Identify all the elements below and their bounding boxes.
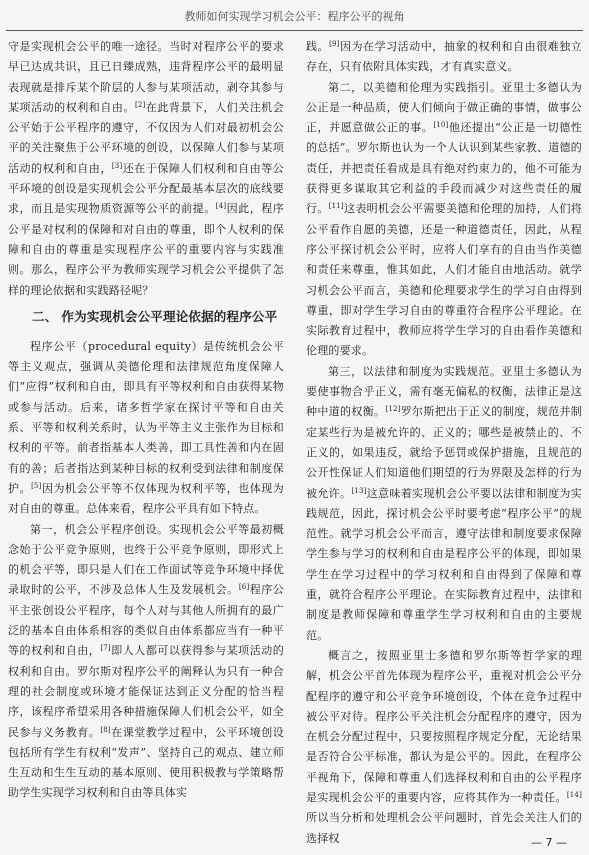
citation-ref: [11]: [328, 202, 344, 211]
paragraph-text: 这表明机会公平需要美德和伦理的加持，人们将公平看作自愿的美德，还是一种道德责任，因此，从程序公平探讨机会公平时，应将人们享有的自由当作美德和责任来尊重，惟其如此，人们才能自由地活动。就学习机会公平而言，美德和伦理要求学生的学习自由得到尊重，即对学生学习自由的尊重符合程序公平理论。在实际教育过程中，教师应将学生学习的自由看作美德和伦理的要求。: [306, 202, 582, 358]
paragraph-text: 所以当分析和处理机会公平问题时，首先会关注人们的选择权: [306, 811, 582, 845]
paragraph-text: 守是实现机会公平的唯一途径。当时对程序公平的要求早已达成共识，且已日臻成熟，违背程序公平的最明显表现就是排斥某个阶层的人参与某项活动，剥夺其参与某项活动的权利和自由。: [8, 40, 284, 114]
citation-ref: [4]: [215, 202, 227, 211]
citation-ref: [7]: [100, 644, 111, 653]
paragraph-text: 因为机会公平等不仅体现为权利平等，也体现为对自由的尊重。总体来看，程序公平具有如下特点。: [8, 481, 284, 516]
citation-ref: [3]: [111, 161, 123, 170]
citation-ref: [13]: [351, 486, 367, 495]
page-number: — 7 —: [531, 836, 567, 849]
paragraph-text: 这意味着实现机会公平要以法律和制度为实践规范，因此，探讨机会公平时要考虑“程序公平”的规范性。就学习机会公平而言，遵守法律和制度要求保障学生参与学习的权利和自由是程序公平的体现，即如果学生在学习过程中的学习权利和自由得到了保障和尊重，就符合程序公平理论。在实际教育过程中，法律和制度是教师保障和尊重学生学习权利和自由的主要规范。: [306, 486, 582, 642]
paragraph-text: 因此，程序公平是对权利的保障和对自由的尊重，即个人权利的保障和自由的尊重是实现程序公平的重要内容与实践准则。那么，程序公平为教师实现学习机会公平提供了怎样的理论依据和实践路径呢？: [8, 202, 284, 297]
citation-ref: [2]: [134, 100, 146, 109]
left-column: [8, 37, 284, 804]
paragraph-text: 在此背景下，人们关注机会公平始于公平程序的遵守，不仅因为人们对最初机会公平的关注聚焦于公平环境的创设，以保障人们参与某项活动的权利和自由，: [8, 100, 284, 175]
paragraph-text: 第二，以美德和伦理为实践指引。亚里士多德认为公正是一种品质，使人们倾向于做正确的事情，做事公正，并愿意做公正的事。: [306, 80, 582, 135]
paragraph-text: 因为在学习活动中，抽象的权利和自由很难独立存在，只有依附具体实践，才有真实意义。: [306, 40, 582, 74]
paragraph: [306, 362, 582, 646]
paragraph: [8, 337, 284, 520]
citation-ref: [9]: [329, 40, 340, 48]
citation-ref: [12]: [385, 405, 401, 414]
paragraph-text: 程序公平（procedural equity）是传统机会公平等主义观点，强调从美德伦理和法律规范角度保障人们“应得”权利和自由，即具有平等权利和自由获得某物或参与活动。后来，诸多哲学家在探讨平等和自由关系、平等和权利关系时，认为平等主义主张作为目标和权利的平等。前者指基本人类善，即工具性善和内在固有的善；后者指达到某种目标的权利受到法律和制度保护。: [8, 339, 284, 495]
section-heading: [8, 307, 284, 327]
paragraph: [8, 37, 284, 301]
paragraph-text: 罗尔斯把出于正义的制度，规范并制定某些行为是被允许的、正义的；哪些是被禁止的、不正义的，如果违反，就给予惩罚或保护措施，且规范的公开性保证人们知道他们期望的行为界限及怎样的行为被允许。: [306, 405, 583, 500]
citation-ref: [8]: [100, 725, 111, 734]
paragraph: [306, 78, 582, 362]
citation-ref: [6]: [238, 583, 250, 592]
paragraph: [306, 646, 582, 849]
paragraph-text: 即人人都可以获得参与某项活动的权利和自由。罗尔斯对程序公平的阐释认为只有一种合理的社会制度或环境才能保证达到正义分配的恰当程序，该程序希望采用各种措施保障人们机会公平，如全民参与义务教育。: [8, 644, 284, 739]
paragraph-text: 在课堂教学过程中，公平环境创设包括所有学生有权利“发声”、坚持自己的观点、建立师生互动和生生互动的基本原则、使用积极教与学策略帮助学生实现学习权利和自由等具体实: [8, 725, 284, 800]
paragraph-text: 践。: [306, 40, 330, 53]
header-rule: [6, 30, 583, 31]
citation-ref: [10]: [433, 121, 449, 130]
running-head: 教师如何实现学习机会公平：程序公平的视角: [184, 10, 405, 23]
section-number: 二、: [32, 308, 58, 324]
paragraph-text: 第三，以法律和制度为实践规范。亚里士多德认为要使事物合乎正义，需有毫无偏私的权衡，法律正是这种中道的权衡。: [306, 364, 582, 419]
right-column: [306, 37, 582, 849]
citation-ref: [14]: [566, 790, 582, 799]
paragraph-text: 概言之，按照亚里士多德和罗尔斯等哲学家的理解，机会公平首先体现为程序公平，重视对机会公平分配程序的遵守和公平竞争环境创设，个体在竞争过程中被公平对待。程序公平关注机会分配程序的遵守，因为在机会分配过程中，只要按照程序规定分配，无论结果是否符合公平标准，都认为是公平的。因此，在程序公平视角下，保障和尊重人们选择权利和自由的公平程序是实现机会公平的重要内容，应将其作为一种责任。: [306, 648, 582, 804]
paragraph-text: 第一，机会公平程序创设。实现机会公平等最初概念始于公平竞争原则，也终于公平竞争原则，即形式上的机会平等，即只是人们在工作面试等竞争环境中择优录取时的公平，不涉及总体人生及发展机会。: [8, 522, 284, 597]
paragraph-text: 还在于保障人们权利和自由等公平环境的创设是实现机会公平分配最基本层次的底线要求，而且是实现物质资源等公平的前提。: [8, 161, 284, 216]
paragraph-text: 他还提出“公正是一切德性的总括”。罗尔斯也认为一个人认识到某些家教、道德的责任，并把责任看成是具有绝对约束力的，他不可能为获得更多谋取其它利益的手段而减少对这些责任的履行。: [306, 121, 582, 216]
section-title: 作为实现机会公平理论依据的程序公平: [61, 308, 278, 324]
citation-ref: [5]: [31, 481, 42, 490]
paragraph: [8, 520, 284, 804]
paragraph-text: 程序公平主张创设公平程序，每个人对与其他人所拥有的最广泛的基本自由体系相容的类似自由体系都应当有一种平等的权利和自由，: [8, 583, 285, 658]
paragraph: [306, 37, 582, 78]
